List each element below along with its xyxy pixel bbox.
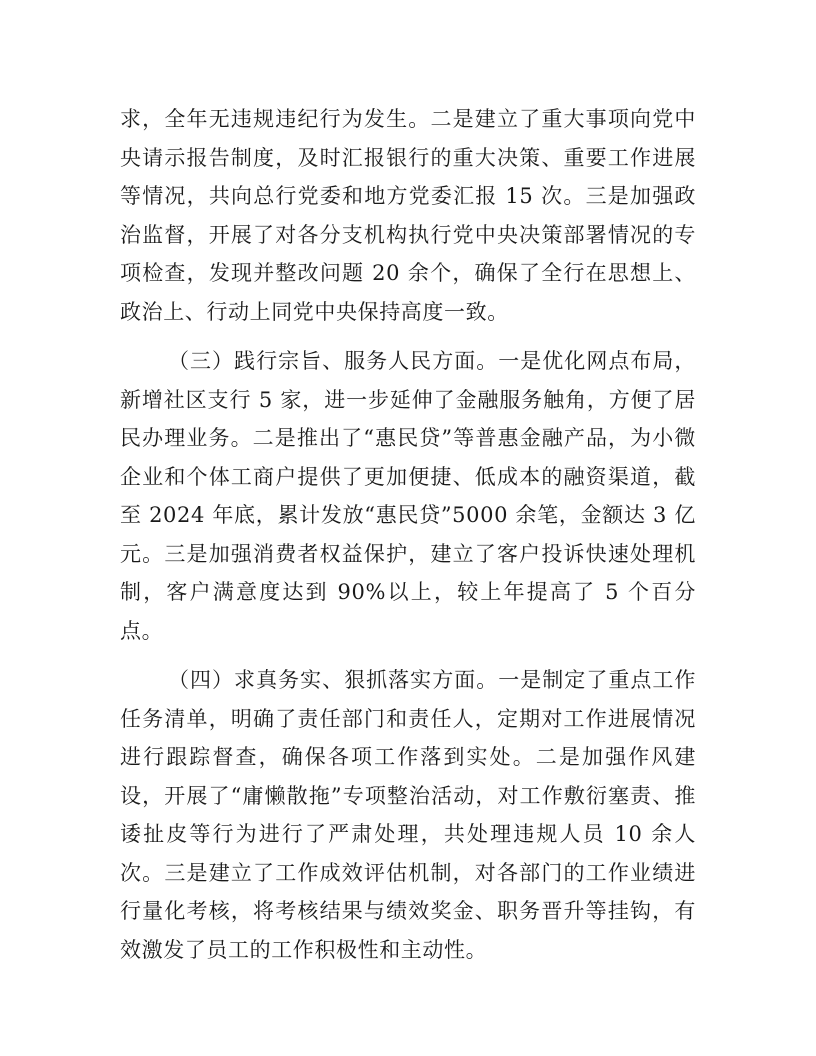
paragraph-section-4: （四）求真务实、狠抓落实方面。一是制定了重点工作任务清单，明确了责任部门和责任人，定期对工作进展情况进行跟踪督查，确保各项工作落到实处。二是加强作风建设，开展了“庸懒散拖”专项整治活动，对工作敷衍塞责、推诿扯皮等行为进行了严肃处理，共处理违规人员 10 余人次。三是建立了工作成效评估机制，对各部门的工作业绩进行量化考核，将考核结果与绩效奖金、职务晋升等挂钩，有效激发了员工的工作积极性和主动性。 (120, 668, 696, 962)
document-body (120, 100, 696, 980)
paragraph-continuation: 求，全年无违规违纪行为发生。二是建立了重大事项向党中央请示报告制度，及时汇报银行的重大决策、重要工作进展等情况，共向总行党委和地方党委汇报 15 次。三是加强政治监督，开展了对各分支机构执行党中央决策部署情况的专项检查，发现并整改问题 20 余个，确保了全行在思想上、政治上、行动上同党中央保持高度一致。 (120, 107, 696, 324)
paragraph-section-3: （三）践行宗旨、服务人民方面。一是优化网点布局，新增社区支行 5 家，进一步延伸了金融服务触角，方便了居民办理业务。二是推出了“惠民贷”等普惠金融产品，为小微企业和个体工商户提供了更加便捷、低成本的融资渠道，截至 2024 年底，累计发放“惠民贷”5000 余笔，金额达 3 亿元。三是加强消费者权益保护，建立了客户投诉快速处理机制，客户满意度达到 90%以上，较上年提高了 5 个百分点。 (120, 349, 696, 643)
